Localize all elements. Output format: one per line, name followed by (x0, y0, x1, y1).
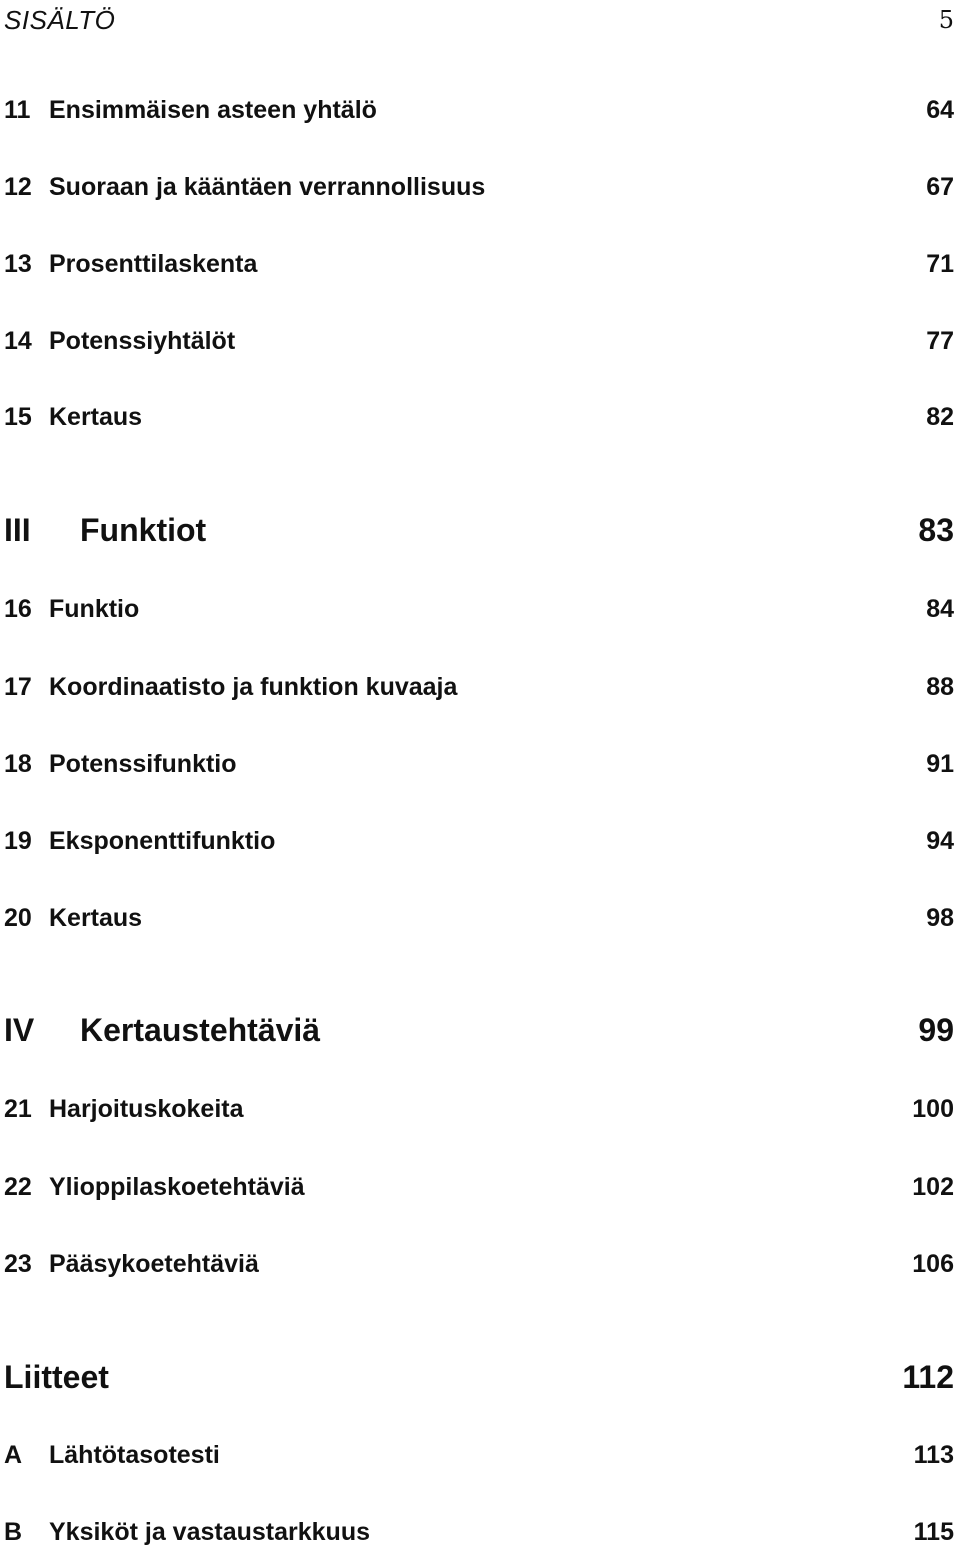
entry-number: 23 (4, 1249, 32, 1278)
entry-title: Ensimmäisen asteen yhtälö (49, 95, 377, 124)
toc-part-heading[interactable] (4, 1357, 954, 1397)
entry-page-number: 64 (926, 95, 954, 124)
entry-title: Potenssifunktio (49, 749, 237, 778)
entry-title: Eksponenttifunktio (49, 826, 276, 855)
entry-page-number: 100 (912, 1094, 954, 1123)
entry-label (4, 96, 377, 125)
entry-title: Potenssiyhtälöt (49, 326, 236, 355)
entry-label (4, 403, 142, 432)
toc-entry[interactable] (4, 321, 954, 361)
entry-label (4, 827, 275, 856)
entry-page-number: 106 (912, 1249, 954, 1278)
header-page-number: 5 (938, 6, 954, 34)
entry-number: 12 (4, 172, 32, 201)
entry-number: IV (4, 1011, 35, 1048)
entry-label (4, 1012, 320, 1049)
entry-title: Pääsykoetehtäviä (49, 1249, 259, 1278)
toc-entry[interactable] (4, 821, 954, 861)
entry-number: 20 (4, 903, 32, 932)
entry-number: 13 (4, 249, 32, 278)
entry-label (4, 250, 257, 279)
entry-page-number: 83 (918, 511, 954, 548)
entry-title: Suoraan ja kääntäen verrannollisuus (49, 172, 486, 201)
header-title: SISÄLTÖ (4, 4, 116, 35)
entry-page-number: 112 (902, 1358, 954, 1395)
toc-entry[interactable] (4, 1512, 954, 1552)
toc-entry[interactable] (4, 744, 954, 784)
entry-number: III (4, 511, 31, 548)
toc-entry[interactable] (4, 1089, 954, 1129)
entry-number: 18 (4, 749, 32, 778)
toc-entry[interactable] (4, 167, 954, 207)
toc-part-heading[interactable] (4, 510, 954, 550)
entry-title: Lähtötasotesti (49, 1440, 220, 1469)
entry-page-number: 84 (926, 594, 954, 623)
entry-title: Koordinaatisto ja funktion kuvaaja (49, 672, 458, 701)
entry-title: Liitteet (4, 1358, 109, 1395)
entry-page-number: 67 (926, 172, 954, 201)
entry-label (4, 327, 235, 356)
toc-entry[interactable] (4, 667, 954, 707)
entry-page-number: 71 (926, 249, 954, 278)
toc-entry[interactable] (4, 397, 954, 437)
entry-page-number: 88 (926, 672, 954, 701)
toc-entry[interactable] (4, 1435, 954, 1475)
entry-label (4, 512, 206, 549)
entry-number: 14 (4, 326, 32, 355)
entry-label (4, 673, 457, 702)
entry-page-number: 77 (926, 326, 954, 355)
running-header (4, 0, 954, 40)
entry-label (4, 1095, 244, 1124)
toc-entry[interactable] (4, 1167, 954, 1207)
entry-label (4, 750, 237, 779)
toc-entry[interactable] (4, 1244, 954, 1284)
entry-label (4, 1359, 109, 1396)
entry-page-number: 102 (912, 1172, 954, 1201)
toc-entry[interactable] (4, 90, 954, 130)
entry-page-number: 91 (926, 749, 954, 778)
entry-label (4, 1441, 220, 1470)
entry-page-number: 113 (913, 1440, 954, 1469)
toc-entry[interactable] (4, 589, 954, 629)
entry-label (4, 1173, 305, 1202)
entry-page-number: 98 (926, 903, 954, 932)
entry-number: 15 (4, 402, 32, 431)
entry-title: Funktiot (80, 511, 207, 548)
entry-label (4, 904, 142, 933)
entry-page-number: 115 (913, 1517, 954, 1546)
entry-label (4, 1250, 259, 1279)
entry-number: A (4, 1440, 23, 1469)
entry-title: Harjoituskokeita (49, 1094, 244, 1123)
entry-number: 17 (4, 672, 32, 701)
entry-label (4, 1518, 370, 1547)
entry-number: 11 (4, 95, 31, 124)
entry-number: 19 (4, 826, 32, 855)
entry-page-number: 82 (926, 402, 954, 431)
entry-page-number: 99 (918, 1011, 954, 1048)
entry-title: Kertaustehtäviä (80, 1011, 321, 1048)
entry-number: B (4, 1517, 23, 1546)
entry-page-number: 94 (926, 826, 954, 855)
entry-title: Prosenttilaskenta (49, 249, 258, 278)
toc-entry[interactable] (4, 898, 954, 938)
entry-number: 22 (4, 1172, 32, 1201)
toc-entry[interactable] (4, 244, 954, 284)
entry-label (4, 173, 485, 202)
entry-title: Funktio (49, 594, 140, 623)
toc-part-heading[interactable] (4, 1010, 954, 1050)
entry-title: Kertaus (49, 402, 143, 431)
entry-label (4, 595, 139, 624)
entry-title: Ylioppilaskoetehtäviä (49, 1172, 305, 1201)
entry-number: 16 (4, 594, 32, 623)
entry-number: 21 (4, 1094, 32, 1123)
entry-title: Kertaus (49, 903, 143, 932)
entry-title: Yksiköt ja vastaustarkkuus (49, 1517, 370, 1546)
